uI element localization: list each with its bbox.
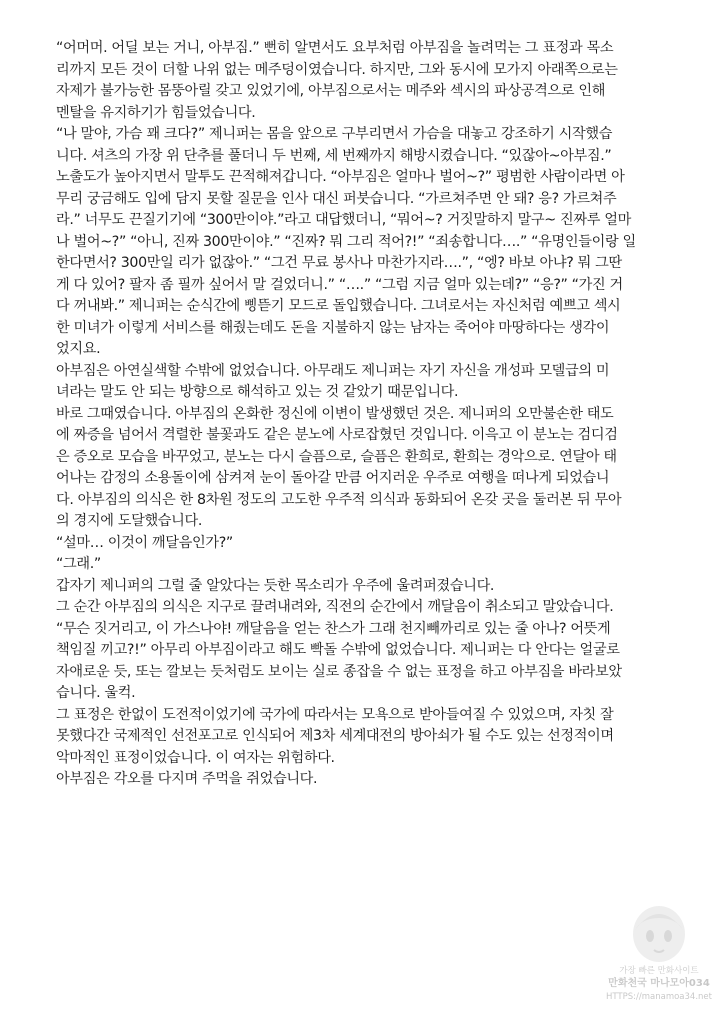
text-line: 책임질 끼고?!” 아무리 아부짐이라고 해도 빡돌 수밖에 없었습니다. 제니퍼는 다 안다는 얼굴로 (56, 642, 620, 658)
text-line: 라.” 너무도 끈질기기에 “300만이야.”라고 대답했더니, “뭐어~? 거짓말하지 말구~ 진짜루 얼마 (56, 212, 631, 228)
site-watermark (604, 904, 714, 1008)
text-line: “무슨 짓거리고, 이 가스나야! 깨달음을 얻는 찬스가 그래 천지빼까리로 있는 줄 아나? 어뜻게 (56, 620, 611, 637)
text-line: 나 벌어~?” “아니, 진짜 300만이야.” “진짜? 뭐 그리 적어?!” “죄송합니다….” “유명인들이랑 일 (56, 233, 636, 250)
watermark-tagline: 가장 빠른 만화사이트 (619, 966, 699, 976)
text-line: 한 미녀가 이렇게 서비스를 해줬는데도 돈을 지불하지 않는 남자는 죽어야 마땅하다는 생각이 (56, 319, 610, 336)
text-line: 게 다 있어? 팔자 좀 필까 싶어서 말 걸었더니.” “….” “그럼 지금 얼마 있는데?” “응?” “가진 거 (56, 276, 623, 293)
text-line: “그래.” (56, 556, 101, 572)
text-line: “설마… 이것이 깨달음인가?” (56, 534, 233, 551)
watermark-site-name: 만화천국 마나모아034 (608, 978, 710, 989)
text-line: 갑자기 제니퍼의 그럴 줄 알았다는 듯한 목소리가 우주에 울려퍼졌습니다. (56, 577, 495, 594)
text-line: 한다면서? 300만일 리가 없잖아.” “그건 무료 봉사나 마찬가지라….”, “엥? 바보 아냐? 뭐 그딴 (56, 255, 622, 271)
text-line: 다. 아부짐의 의식은 한 8차원 정도의 고도한 우주적 의식과 동화되어 온갖 곳을 둘러본 뒤 무아 (56, 491, 622, 508)
text-line: 아부짐은 각오를 다지며 주먹을 쥐었습니다. (56, 771, 318, 787)
text-line: 멘탈을 유지하기가 힘들었습니다. (56, 104, 256, 121)
text-line: 녀라는 말도 안 되는 방향으로 해석하고 있는 것 같았기 때문입니다. (56, 384, 459, 400)
watermark-character-icon (626, 904, 692, 966)
text-line: 바로 그때였습니다. 아부짐의 온화한 정신에 이변이 발생했던 것은. 제니퍼의 오만불손한 태도 (56, 405, 614, 422)
text-line: 노출도가 높아지면서 말투도 끈적해져갑니다. “아부짐은 얼마나 벌어~?” 평범한 사람이라면 아 (56, 169, 625, 185)
text-line: 다 꺼내봐.” 제니퍼는 순식간에 삥뜯기 모드로 돌입했습니다. 그녀로서는 자신처럼 예쁘고 섹시 (56, 298, 621, 314)
text-line: 자애로운 듯, 또는 깔보는 듯처럼도 보이는 실로 종잡을 수 없는 표정을 하고 아부짐을 바라보았 (56, 663, 622, 680)
text-line: 무리 궁금해도 입에 담지 못할 질문을 인사 대신 퍼붓습니다. “가르쳐주면 안 돼? 응? 가르쳐주 (56, 190, 617, 207)
text-line: 그 순간 아부짐의 의식은 지구로 끌려내려와, 직전의 순간에서 깨달음이 취소되고 말았습니다. (56, 599, 614, 615)
text-line: 었지요. (56, 341, 101, 357)
text-line: 못했다간 국제적인 선전포고로 인식되어 제3차 세계대전의 방아쇠가 될 수도 있는 선정적이며 (56, 728, 614, 744)
text-line: 에 짜증을 넘어서 격렬한 불꽃과도 같은 분노에 사로잡혔던 것입니다. 이윽고 이 분노는 검디검 (56, 427, 618, 443)
text-line: 니다. 셔츠의 가장 위 단추를 풀더니 두 번째, 세 번째까지 해방시켰습니다. “있잖아~아부짐.” (56, 147, 612, 164)
text-line: 어나는 감정의 소용돌이에 삼켜져 눈이 돌아갈 만큼 어지러운 우주로 여행을 떠나게 되었습니 (56, 470, 610, 486)
text-line: 아부짐은 아연실색할 수밖에 없었습니다. 아무래도 제니퍼는 자기 자신을 개성파 모델급의 미 (56, 362, 610, 379)
text-line: 리까지 모든 것이 더할 나위 없는 메주덩이였습니다. 하지만, 그와 동시에 모가지 아래쪽으로는 (56, 61, 618, 78)
text-line: 은 증오로 모습을 바꾸었고, 분노는 다시 슬픔으로, 슬픔은 환희로, 환희는 경악으로. 연달아 태 (56, 448, 617, 465)
text-line: “나 말야, 가슴 꽤 크다?” 제니퍼는 몸을 앞으로 구부리면서 가슴을 대놓고 강조하기 시작했습 (56, 126, 613, 142)
text-line: 자제가 불가능한 몸뚱아릴 갖고 있었기에, 아부짐으로서는 메주와 섹시의 파상공격으로 인해 (56, 83, 606, 99)
text-line: 악마적인 표정이었습니다. 이 여자는 위험하다. (56, 749, 335, 766)
watermark-url: HTTPS://manamoa34.net (606, 992, 712, 1002)
story-text-block (56, 38, 668, 791)
text-line: 그 표정은 한없이 도전적이었기에 국가에 따라서는 모욕으로 받아들여질 수 있었으며, 자칫 잘 (56, 706, 614, 723)
text-line: “어머머. 어딜 보는 거니, 아부짐.” 뻔히 알면서도 요부처럼 아부짐을 놀려먹는 그 표정과 목소 (56, 40, 614, 56)
text-line: 의 경지에 도달했습니다. (56, 513, 203, 529)
text-line: 습니다. 울컥. (56, 685, 136, 701)
